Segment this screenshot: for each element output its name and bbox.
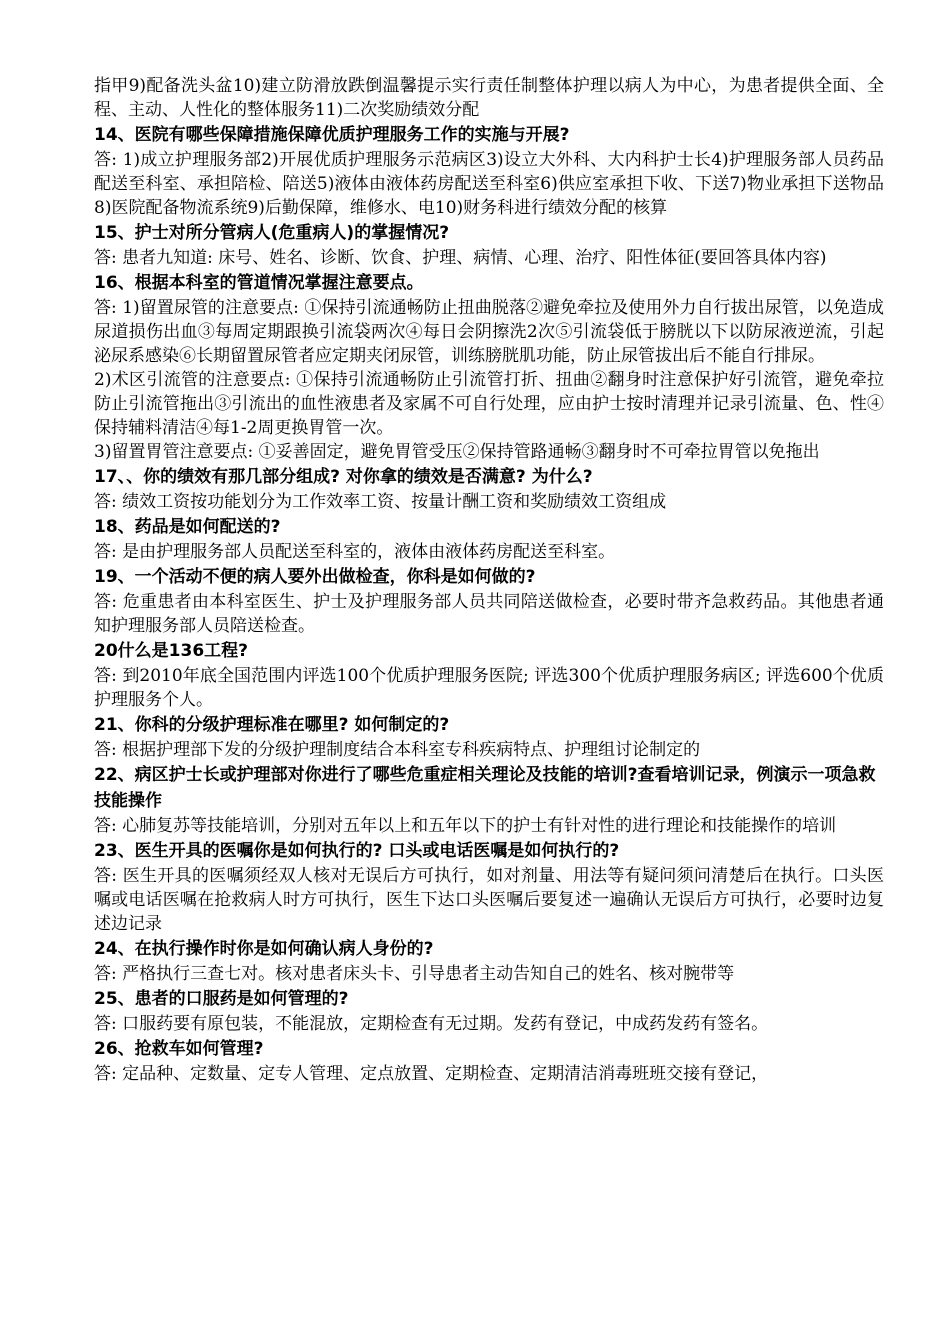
answer-paragraph: 答: 危重患者由本科室医生、护士及护理服务部人员共同陪送做检查，必要时带齐急救药品。其他患者通知护理服务部人员陪送检查。 [94,592,884,636]
question-heading: 14、医院有哪些保障措施保障优质护理服务工作的实施与开展? [94,125,570,145]
answer-block [94,148,884,220]
question-heading: 20什么是136工程? [94,641,249,661]
question-heading: 18、药品是如何配送的? [94,517,281,537]
question-heading: 25、患者的口服药是如何管理的? [94,989,349,1009]
intro-paragraph: 指甲9)配备洗头盆10)建立防滑放跌倒温馨提示实行责任制整体护理以病人为中心，为患者提供全面、全程、主动、人性化的整体服务11)二次奖励绩效分配 [94,76,884,120]
answer-paragraph: 答: 绩效工资按功能划分为工作效率工资、按量计酬工资和奖励绩效工资组成 [94,492,667,512]
answer-block [94,296,884,464]
answer-paragraph: 答: 严格执行三查七对。核对患者床头卡、引导患者主动告知自己的姓名、核对腕带等 [94,964,735,984]
question-heading: 26、抢救车如何管理? [94,1039,264,1059]
answer-paragraph: 答: 1)留置尿管的注意要点: ①保持引流通畅防止扭曲脱落②避免牵拉及使用外力自行拔出尿管，以免造成尿道损伤出血③每周定期跟换引流袋两次④每日会阴擦洗2次⑤引流袋低于膀胱以下以防尿液逆流，引起泌尿系感染⑥长期留置尿管者应定期夹闭尿管，训练膀胱肌功能，防止尿管拔出后不能自行排尿。 [94,298,884,366]
answer-block [94,1062,884,1086]
answer-block [94,590,884,638]
answer-paragraph: 答: 患者九知道: 床号、姓名、诊断、饮食、护理、病情、心理、治疗、阳性体征(要回答具体内容) [94,248,827,268]
answer-paragraph: 答: 医生开具的医嘱须经双人核对无误后方可执行，如对剂量、用法等有疑问须问清楚后在执行。口头医嘱或电话医嘱在抢救病人时方可执行，医生下达口头医嘱后要复述一遍确认无误后方可执行，必要时边复述边记录 [94,866,884,934]
question-heading: 17、、你的绩效有那几部分组成? 对你拿的绩效是否满意? 为什么? [94,467,593,487]
answer-block [94,540,884,564]
answer-block [94,864,884,936]
answer-paragraph: 答: 是由护理服务部人员配送至科室的，液体由液体药房配送至科室。 [94,542,616,562]
answer-block [94,814,884,838]
answer-paragraph: 答: 1)成立护理服务部2)开展优质护理服务示范病区3)设立大外科、大内科护士长4)护理服务部人员药品配送至科室、承担陪检、陪送5)液体由液体药房配送至科室6)供应室承担下收、下送7)物业承担下送物品8)医院配备物流系统9)后勤保障，维修水、电10)财务科进行绩效分配的核算 [94,150,884,218]
answer-paragraph: 答: 心肺复苏等技能培训，分别对五年以上和五年以下的护士有针对性的进行理论和技能操作的培训 [94,816,837,836]
answer-paragraph: 答: 到2010年底全国范围内评选100个优质护理服务医院; 评选300个优质护理服务病区; 评选600个优质护理服务个人。 [94,666,884,710]
answer-paragraph: 3)留置胃管注意要点: ①妥善固定，避免胃管受压②保持管路通畅③翻身时不可牵拉胃管以免拖出 [94,442,820,462]
question-heading: 24、在执行操作时你是如何确认病人身份的? [94,939,434,959]
question-heading: 19、一个活动不便的病人要外出做检查，你科是如何做的? [94,567,536,587]
question-heading: 22、病区护士长或护理部对你进行了哪些危重症相关理论及技能的培训?查看培训记录，例演示一项急救技能操作 [94,765,876,811]
answer-block [94,246,884,270]
answer-paragraph: 2)术区引流管的注意要点: ①保持引流通畅防止引流管打折、扭曲②翻身时注意保护好引流管，避免牵拉防止引流管拖出③引流出的血性液患者及家属不可自行处理，应由护士按时清理并记录引流量、色、性④保持辅料清洁④每1-2周更换胃管一次。 [94,370,884,438]
answer-block [94,738,884,762]
question-heading: 21、你科的分级护理标准在哪里? 如何制定的? [94,715,450,735]
question-heading: 15、护士对所分管病人(危重病人)的掌握情况? [94,223,450,243]
answer-paragraph: 答: 定品种、定数量、定专人管理、定点放置、定期检查、定期清洁消毒班班交接有登记， [94,1064,769,1084]
question-heading: 16、根据本科室的管道情况掌握注意要点。 [94,273,424,293]
document-page [94,74,884,1086]
answer-block [94,1012,884,1036]
answer-block [94,490,884,514]
answer-paragraph: 答: 根据护理部下发的分级护理制度结合本科室专科疾病特点、护理组讨论制定的 [94,740,701,760]
question-heading: 23、医生开具的医嘱你是如何执行的? 口头或电话医嘱是如何执行的? [94,841,620,861]
answer-block [94,962,884,986]
answer-paragraph: 答: 口服药要有原包装，不能混放，定期检查有无过期。发药有登记，中成药发药有签名。 [94,1014,769,1034]
qa-list [94,122,884,1086]
answer-block [94,664,884,712]
